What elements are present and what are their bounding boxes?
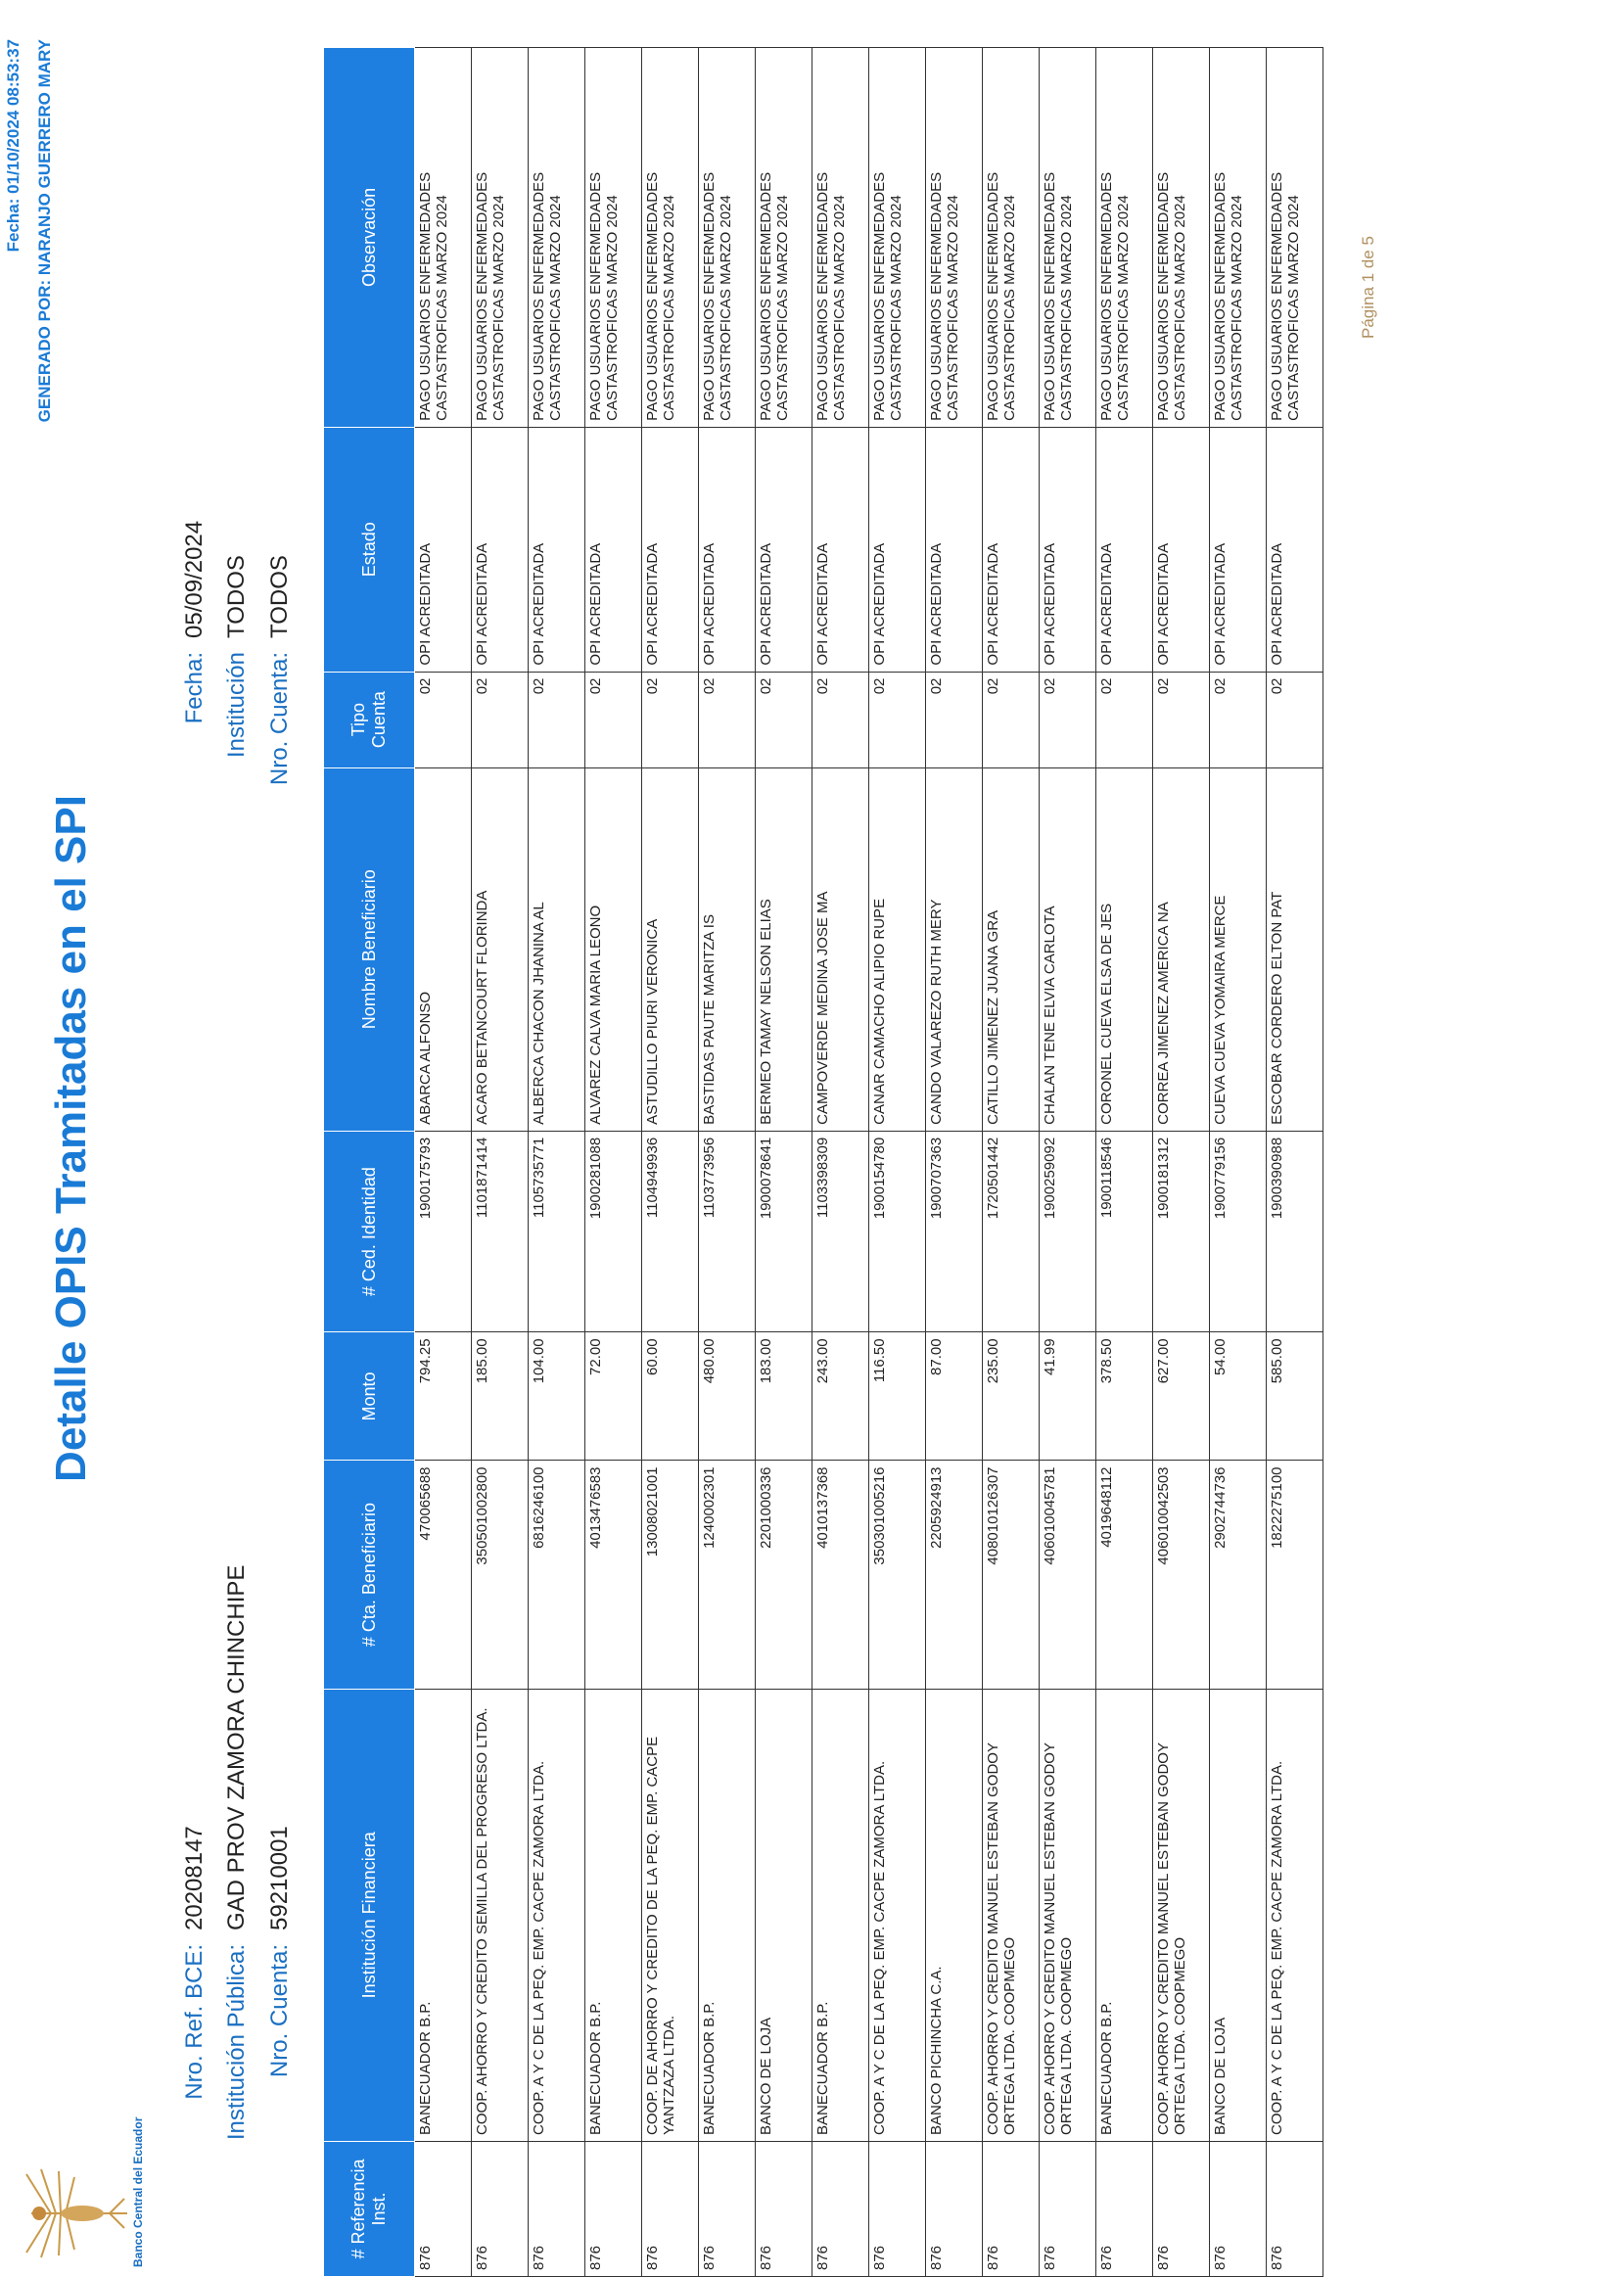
table-row bbox=[869, 48, 926, 2277]
cell-nombre: CHALAN TENE ELVIA CARLOTA bbox=[1040, 767, 1096, 1131]
institucion-value: TODOS bbox=[223, 555, 250, 638]
cell-estado: OPI ACREDITADA bbox=[812, 427, 869, 672]
cell-observacion: PAGO USUARIOS ENFERMEDADES CASTASTROFICAS MARZO 2024 bbox=[699, 48, 756, 428]
fecha-label: Fecha: bbox=[181, 652, 208, 724]
table-row bbox=[756, 48, 812, 2277]
cell-institucion: COOP. AHORRO Y CREDITO MANUEL ESTEBAN GODOY ORTEGA LTDA. COOPMEGO bbox=[1153, 1689, 1210, 2141]
table-row bbox=[472, 48, 529, 2277]
cell-cedula: 1900175793 bbox=[415, 1131, 472, 1332]
cell-estado: OPI ACREDITADA bbox=[472, 427, 529, 672]
table-row bbox=[1096, 48, 1153, 2277]
cell-cta: 6816246100 bbox=[529, 1461, 585, 1689]
cell-tipo: 02 bbox=[415, 672, 472, 767]
cell-cedula: 1900281088 bbox=[585, 1131, 642, 1332]
cell-cedula: 1101871414 bbox=[472, 1131, 529, 1332]
cell-observacion: PAGO USUARIOS ENFERMEDADES CASTASTROFICAS MARZO 2024 bbox=[642, 48, 699, 428]
cell-estado: OPI ACREDITADA bbox=[756, 427, 812, 672]
col-nombre-beneficiario: Nombre Beneficiario bbox=[324, 767, 415, 1131]
cell-cedula: 1103398309 bbox=[812, 1131, 869, 1332]
table-row bbox=[1153, 48, 1210, 2277]
cell-cedula: 1900390988 bbox=[1267, 1131, 1323, 1332]
fecha-value: 05/09/2024 bbox=[181, 520, 208, 638]
cell-referencia: 876 bbox=[529, 2141, 585, 2276]
nro-cuenta2-value: TODOS bbox=[266, 555, 293, 638]
cell-referencia: 876 bbox=[699, 2141, 756, 2276]
cell-estado: OPI ACREDITADA bbox=[1267, 427, 1323, 672]
table-row bbox=[585, 48, 642, 2277]
ref-bce-label: Nro. Ref. BCE: bbox=[181, 1944, 208, 2100]
cell-estado: OPI ACREDITADA bbox=[699, 427, 756, 672]
table-row bbox=[812, 48, 869, 2277]
institucion-publica-value: GAD PROV ZAMORA CHINCHIPE bbox=[223, 1564, 250, 1930]
cell-estado: OPI ACREDITADA bbox=[1210, 427, 1267, 672]
cell-estado: OPI ACREDITADA bbox=[1040, 427, 1096, 672]
cell-observacion: PAGO USUARIOS ENFERMEDADES CASTASTROFICAS MARZO 2024 bbox=[869, 48, 926, 428]
nro-cuenta2-label: Nro. Cuenta: bbox=[266, 652, 293, 786]
ref-bce-row bbox=[181, 1826, 209, 2111]
cell-nombre: BERMEO TAMAY NELSON ELIAS bbox=[756, 767, 812, 1131]
col-monto: Monto bbox=[324, 1332, 415, 1461]
cell-referencia: 876 bbox=[983, 2141, 1040, 2276]
cell-estado: OPI ACREDITADA bbox=[1153, 427, 1210, 672]
cell-institucion: COOP. AHORRO Y CREDITO MANUEL ESTEBAN GODOY ORTEGA LTDA. COOPMEGO bbox=[983, 1689, 1040, 2141]
table-body bbox=[415, 48, 1323, 2277]
cell-institucion: COOP. AHORRO Y CREDITO MANUEL ESTEBAN GODOY ORTEGA LTDA. COOPMEGO bbox=[1040, 1689, 1096, 2141]
cell-nombre: ALBERCA CHACON JHANINA AL bbox=[529, 767, 585, 1131]
cell-tipo: 02 bbox=[529, 672, 585, 767]
cell-observacion: PAGO USUARIOS ENFERMEDADES CASTASTROFICAS MARZO 2024 bbox=[983, 48, 1040, 428]
cell-nombre: ASTUDILLO PIURI VERONICA bbox=[642, 767, 699, 1131]
cell-cedula: 1900707363 bbox=[926, 1131, 983, 1332]
institucion-row bbox=[223, 555, 251, 789]
cell-cta: 408010126307 bbox=[983, 1461, 1040, 1689]
cell-observacion: PAGO USUARIOS ENFERMEDADES CASTASTROFICAS MARZO 2024 bbox=[585, 48, 642, 428]
cell-tipo: 02 bbox=[869, 672, 926, 767]
cell-referencia: 876 bbox=[585, 2141, 642, 2276]
generated-by: GENERADO POR: NARANJO GUERRERO MARY bbox=[35, 39, 54, 423]
cell-cta: 406010045781 bbox=[1040, 1461, 1096, 1689]
table-row bbox=[1040, 48, 1096, 2277]
cell-institucion: BANECUADOR B.P. bbox=[1096, 1689, 1153, 2141]
cell-estado: OPI ACREDITADA bbox=[869, 427, 926, 672]
cell-observacion: PAGO USUARIOS ENFERMEDADES CASTASTROFICAS MARZO 2024 bbox=[926, 48, 983, 428]
cell-cedula: 1103773956 bbox=[699, 1131, 756, 1332]
cell-tipo: 02 bbox=[699, 672, 756, 767]
table-row bbox=[1210, 48, 1267, 2277]
cell-tipo: 02 bbox=[1096, 672, 1153, 767]
table-row bbox=[983, 48, 1040, 2277]
cell-cta: 35030100521​6 bbox=[869, 1461, 926, 1689]
cell-referencia: 876 bbox=[472, 2141, 529, 2276]
nro-cuenta-value: 59210001 bbox=[266, 1826, 293, 1930]
cell-cedula: 1900118546 bbox=[1096, 1131, 1153, 1332]
cell-monto: 60.00 bbox=[642, 1332, 699, 1461]
cell-cedula: 1105735771 bbox=[529, 1131, 585, 1332]
col-institucion-financiera: Institución Financiera bbox=[324, 1689, 415, 2141]
cell-nombre: CANDO VALAREZO RUTH MERY bbox=[926, 767, 983, 1131]
cell-tipo: 02 bbox=[812, 672, 869, 767]
cell-monto: 794.25 bbox=[415, 1332, 472, 1461]
cell-estado: OPI ACREDITADA bbox=[1096, 427, 1153, 672]
cell-monto: 54.00 bbox=[1210, 1332, 1267, 1461]
cell-cta: 2902744736 bbox=[1210, 1461, 1267, 1689]
cell-monto: 235.00 bbox=[983, 1332, 1040, 1461]
cell-cta: 35050100280​0 bbox=[472, 1461, 529, 1689]
cell-nombre: CANAR CAMACHO ALIPIO RUPE bbox=[869, 767, 926, 1131]
cell-institucion: BANCO DE LOJA bbox=[756, 1689, 812, 2141]
cell-referencia: 876 bbox=[812, 2141, 869, 2276]
cell-observacion: PAGO USUARIOS ENFERMEDADES CASTASTROFICAS MARZO 2024 bbox=[756, 48, 812, 428]
page-number: Página 1 de 5 bbox=[1359, 236, 1377, 339]
cell-institucion: COOP. DE AHORRO Y CREDITO DE LA PEQ. EMP. CACPE YANTZAZA LTDA. bbox=[642, 1689, 699, 2141]
cell-tipo: 02 bbox=[585, 672, 642, 767]
cell-observacion: PAGO USUARIOS ENFERMEDADES CASTASTROFICAS MARZO 2024 bbox=[529, 48, 585, 428]
cell-observacion: PAGO USUARIOS ENFERMEDADES CASTASTROFICAS MARZO 2024 bbox=[472, 48, 529, 428]
generated-date: Fecha: 01/10/2024 08:53:37 bbox=[4, 39, 23, 253]
cell-monto: 183.00 bbox=[756, 1332, 812, 1461]
cell-referencia: 876 bbox=[756, 2141, 812, 2276]
col-tipo-cuenta: Tipo Cuenta bbox=[324, 672, 415, 767]
cell-observacion: PAGO USUARIOS ENFERMEDADES CASTASTROFICAS MARZO 2024 bbox=[812, 48, 869, 428]
cell-institucion: COOP. A Y C DE LA PEQ. EMP. CACPE ZAMORA LTDA. bbox=[529, 1689, 585, 2141]
table-row bbox=[529, 48, 585, 2277]
col-cta-beneficiario: # Cta. Beneficiario bbox=[324, 1461, 415, 1689]
cell-institucion: BANECUADOR B.P. bbox=[415, 1689, 472, 2141]
cell-cta: 4019648112 bbox=[1096, 1461, 1153, 1689]
cell-observacion: PAGO USUARIOS ENFERMEDADES CASTASTROFICAS MARZO 2024 bbox=[1210, 48, 1267, 428]
bank-name: Banco Central del Ecuador bbox=[131, 2116, 145, 2267]
cell-institucion: COOP. A Y C DE LA PEQ. EMP. CACPE ZAMORA LTDA. bbox=[869, 1689, 926, 2141]
cell-referencia: 876 bbox=[926, 2141, 983, 2276]
cell-cta: 470065688 bbox=[415, 1461, 472, 1689]
col-observacion: Observación bbox=[324, 48, 415, 428]
institucion-publica-row bbox=[223, 1565, 251, 2179]
cell-nombre: CORREA JIMENEZ AMERICA NA bbox=[1153, 767, 1210, 1131]
cell-nombre: CUEVA CUEVA YOMAIRA MERCE bbox=[1210, 767, 1267, 1131]
cell-tipo: 02 bbox=[756, 672, 812, 767]
cell-monto: 378.50 bbox=[1096, 1332, 1153, 1461]
cell-tipo: 02 bbox=[926, 672, 983, 767]
cell-tipo: 02 bbox=[1153, 672, 1210, 767]
page-title: Detalle OPIS Tramitadas en el SPI bbox=[47, 795, 95, 1482]
cell-observacion: PAGO USUARIOS ENFERMEDADES CASTASTROFICAS MARZO 2024 bbox=[1153, 48, 1210, 428]
nro-cuenta-row bbox=[266, 1826, 294, 2111]
cell-estado: OPI ACREDITADA bbox=[585, 427, 642, 672]
cell-observacion: PAGO USUARIOS ENFERMEDADES CASTASTROFICAS MARZO 2024 bbox=[1267, 48, 1323, 428]
cell-referencia: 876 bbox=[1267, 2141, 1323, 2276]
cell-institucion: BANECUADOR B.P. bbox=[812, 1689, 869, 2141]
cell-tipo: 02 bbox=[1210, 672, 1267, 767]
cell-institucion: BANCO DE LOJA bbox=[1210, 1689, 1267, 2141]
cell-referencia: 876 bbox=[1210, 2141, 1267, 2276]
cell-cta: 2201000336 bbox=[756, 1461, 812, 1689]
cell-nombre: CATILLO JIMENEZ JUANA GRA bbox=[983, 767, 1040, 1131]
cell-cta: 4010137368 bbox=[812, 1461, 869, 1689]
cell-institucion: BANCO PICHINCHA C.A. bbox=[926, 1689, 983, 2141]
cell-institucion: BANECUADOR B.P. bbox=[699, 1689, 756, 2141]
institucion-publica-label: Institución Pública: bbox=[223, 1944, 250, 2141]
cell-referencia: 876 bbox=[869, 2141, 926, 2276]
cell-institucion: COOP. A Y C DE LA PEQ. EMP. CACPE ZAMORA LTDA. bbox=[1267, 1689, 1323, 2141]
cell-cedula: 1900259092 bbox=[1040, 1131, 1096, 1332]
cell-nombre: BASTIDAS PAUTE MARITZA IS bbox=[699, 767, 756, 1131]
table-row bbox=[699, 48, 756, 2277]
cell-cedula: 1900078641 bbox=[756, 1131, 812, 1332]
nro-cuenta2-row bbox=[266, 555, 294, 789]
cell-referencia: 876 bbox=[1040, 2141, 1096, 2276]
cell-monto: 627.00 bbox=[1153, 1332, 1210, 1461]
cell-cedula: 1900181312 bbox=[1153, 1131, 1210, 1332]
institucion-label: Institución bbox=[223, 652, 250, 759]
cell-monto: 104.00 bbox=[529, 1332, 585, 1461]
cell-monto: 185.00 bbox=[472, 1332, 529, 1461]
cell-observacion: PAGO USUARIOS ENFERMEDADES CASTASTROFICAS MARZO 2024 bbox=[1096, 48, 1153, 428]
cell-monto: 87.00 bbox=[926, 1332, 983, 1461]
cell-referencia: 876 bbox=[642, 2141, 699, 2276]
cell-cta: 1822275100 bbox=[1267, 1461, 1323, 1689]
cell-nombre: CAMPOVERDE MEDINA JOSE MA bbox=[812, 767, 869, 1131]
cell-referencia: 876 bbox=[1153, 2141, 1210, 2276]
opis-table bbox=[323, 47, 1323, 2277]
cell-nombre: ALVAREZ CALVA MARIA LEONO bbox=[585, 767, 642, 1131]
cell-monto: 243.00 bbox=[812, 1332, 869, 1461]
cell-nombre: ACARO BETANCOURT FLORINDA bbox=[472, 767, 529, 1131]
cell-monto: 72.00 bbox=[585, 1332, 642, 1461]
cell-tipo: 02 bbox=[1267, 672, 1323, 767]
nro-cuenta-label: Nro. Cuenta: bbox=[266, 1944, 293, 2078]
cell-monto: 585.00 bbox=[1267, 1332, 1323, 1461]
fecha-row bbox=[181, 521, 209, 789]
col-estado: Estado bbox=[324, 427, 415, 672]
cell-cta: 2205924913 bbox=[926, 1461, 983, 1689]
table-row bbox=[926, 48, 983, 2277]
cell-referencia: 876 bbox=[415, 2141, 472, 2276]
cell-referencia: 876 bbox=[1096, 2141, 1153, 2276]
cell-estado: OPI ACREDITADA bbox=[415, 427, 472, 672]
cell-tipo: 02 bbox=[472, 672, 529, 767]
ref-bce-value: 20208147 bbox=[181, 1826, 208, 1930]
cell-cedula: 1720501442 bbox=[983, 1131, 1040, 1332]
cell-monto: 116.50 bbox=[869, 1332, 926, 1461]
cell-nombre: ABARCA ALFONSO bbox=[415, 767, 472, 1131]
cell-estado: OPI ACREDITADA bbox=[529, 427, 585, 672]
col-referencia: # Referencia Inst. bbox=[324, 2141, 415, 2276]
cell-cedula: 1900154780 bbox=[869, 1131, 926, 1332]
cell-institucion: BANECUADOR B.P. bbox=[585, 1689, 642, 2141]
cell-cta: 1240002301 bbox=[699, 1461, 756, 1689]
table-header-row bbox=[324, 48, 415, 2277]
cell-cedula: 1104949936 bbox=[642, 1131, 699, 1332]
cell-tipo: 02 bbox=[1040, 672, 1096, 767]
cell-nombre: CORONEL CUEVA ELSA DE JES bbox=[1096, 767, 1153, 1131]
cell-estado: OPI ACREDITADA bbox=[983, 427, 1040, 672]
cell-monto: 41.99 bbox=[1040, 1332, 1096, 1461]
cell-observacion: PAGO USUARIOS ENFERMEDADES CASTASTROFICAS MARZO 2024 bbox=[1040, 48, 1096, 428]
cell-institucion: COOP. AHORRO Y CREDITO SEMILLA DEL PROGRESO LTDA. bbox=[472, 1689, 529, 2141]
table-row bbox=[415, 48, 472, 2277]
table-row bbox=[1267, 48, 1323, 2277]
cell-cta: 4013476583 bbox=[585, 1461, 642, 1689]
cell-estado: OPI ACREDITADA bbox=[926, 427, 983, 672]
cell-monto: 480.00 bbox=[699, 1332, 756, 1461]
cell-nombre: ESCOBAR CORDERO ELTON PAT bbox=[1267, 767, 1323, 1131]
table-row bbox=[642, 48, 699, 2277]
cell-cta: 406010042503 bbox=[1153, 1461, 1210, 1689]
cell-tipo: 02 bbox=[642, 672, 699, 767]
cell-tipo: 02 bbox=[983, 672, 1040, 767]
cell-estado: OPI ACREDITADA bbox=[642, 427, 699, 672]
cell-observacion: PAGO USUARIOS ENFERMEDADES CASTASTROFICAS MARZO 2024 bbox=[415, 48, 472, 428]
cell-cta: 13008021001 bbox=[642, 1461, 699, 1689]
cell-cedula: 1900779156 bbox=[1210, 1131, 1267, 1332]
col-ced-identidad: # Ced. Identidad bbox=[324, 1131, 415, 1332]
